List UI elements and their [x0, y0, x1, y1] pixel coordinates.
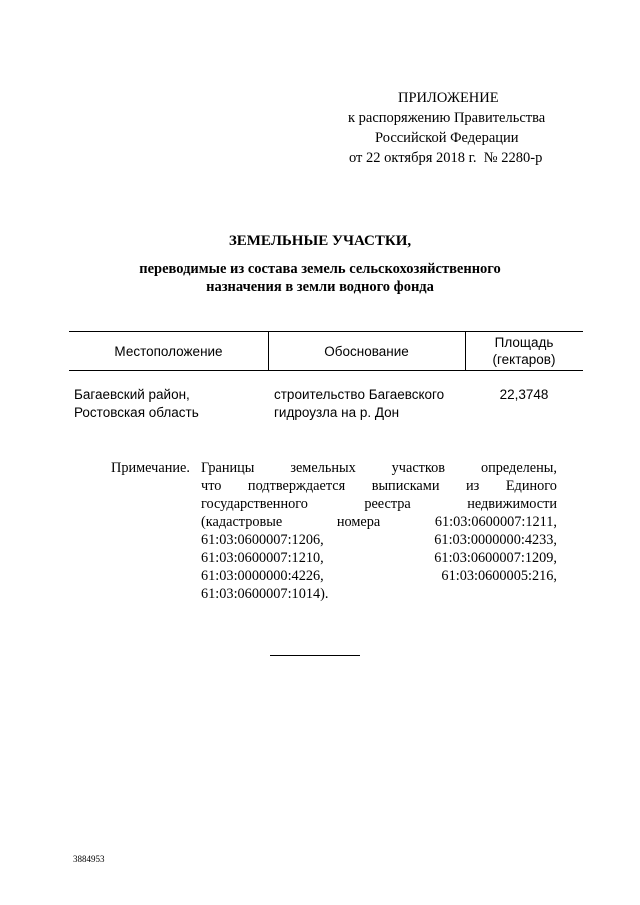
- note-word: земельных: [290, 460, 356, 476]
- cell-location-line1: Багаевский район,: [74, 387, 190, 402]
- note-line: [201, 477, 557, 495]
- note-word: (кадастровые: [201, 514, 283, 530]
- note-line: [201, 459, 557, 477]
- table-top-rule: [69, 331, 583, 332]
- table-header-rule: [69, 370, 583, 371]
- note-word: участков: [391, 460, 446, 476]
- note-line: [201, 549, 557, 567]
- appendix-line-decree: к распоряжению Правительства: [348, 110, 546, 126]
- cell-basis-line1: строительство Багаевского: [274, 387, 445, 402]
- note-line: [201, 495, 557, 513]
- cell-basis: [274, 386, 464, 422]
- document-code: 3884953: [73, 854, 105, 864]
- note-line: [201, 567, 557, 585]
- header-basis: Обоснование: [324, 344, 409, 359]
- document-title: ЗЕМЕЛЬНЫЕ УЧАСТКИ,: [228, 233, 412, 249]
- note-word: недвижимости: [467, 496, 557, 512]
- note-word: Единого: [505, 478, 557, 494]
- note-word: Границы: [201, 460, 255, 476]
- document-subtitle-line1: переводимые из состава земель сельскохозяйственного: [139, 261, 501, 277]
- cadastral-number: 61:03:0000000:4226,: [201, 568, 324, 584]
- appendix-line-date-number: от 22 октября 2018 г. № 2280-р: [349, 150, 543, 166]
- document-subtitle-line2: назначения в земли водного фонда: [206, 279, 434, 295]
- note-word: из: [466, 478, 480, 494]
- cadastral-number: 61:03:0600007:1014).: [201, 586, 329, 602]
- note-line: [201, 585, 557, 603]
- appendix-line-government: Российской Федерации: [375, 130, 519, 146]
- end-separator: [270, 655, 360, 656]
- header-area-line1: Площадь: [494, 335, 554, 350]
- cadastral-number: 61:03:0600005:216,: [441, 568, 557, 584]
- note-word: подтверждается: [247, 478, 346, 494]
- note-word: определены,: [480, 460, 557, 476]
- cell-area: 22,3748: [499, 387, 549, 402]
- cell-location-line2: Ростовская область: [74, 405, 199, 420]
- cell-basis-line2: гидроузла на р. Дон: [274, 405, 400, 420]
- cadastral-number: 61:03:0600007:1210,: [201, 550, 324, 566]
- note-word: 61:03:0600007:1211,: [434, 514, 557, 530]
- header-location: Местоположение: [114, 344, 223, 359]
- note-line: [201, 513, 557, 531]
- note-word: выписками: [371, 478, 440, 494]
- note-word: реестра: [364, 496, 411, 512]
- appendix-title: ПРИЛОЖЕНИЕ: [398, 90, 499, 106]
- note-word: государственного: [201, 496, 308, 512]
- header-area: [465, 334, 583, 368]
- note-word: номера: [336, 514, 381, 530]
- note-word: что: [201, 478, 222, 494]
- note-line: [201, 531, 557, 549]
- cadastral-number: 61:03:0600007:1209,: [434, 550, 557, 566]
- document-subtitle: [0, 260, 640, 296]
- cadastral-number: 61:03:0000000:4233,: [434, 532, 557, 548]
- cell-location: [74, 386, 264, 422]
- note-label: Примечание.: [111, 460, 190, 476]
- header-area-line2: (гектаров): [492, 352, 556, 367]
- cadastral-number: 61:03:0600007:1206,: [201, 532, 324, 548]
